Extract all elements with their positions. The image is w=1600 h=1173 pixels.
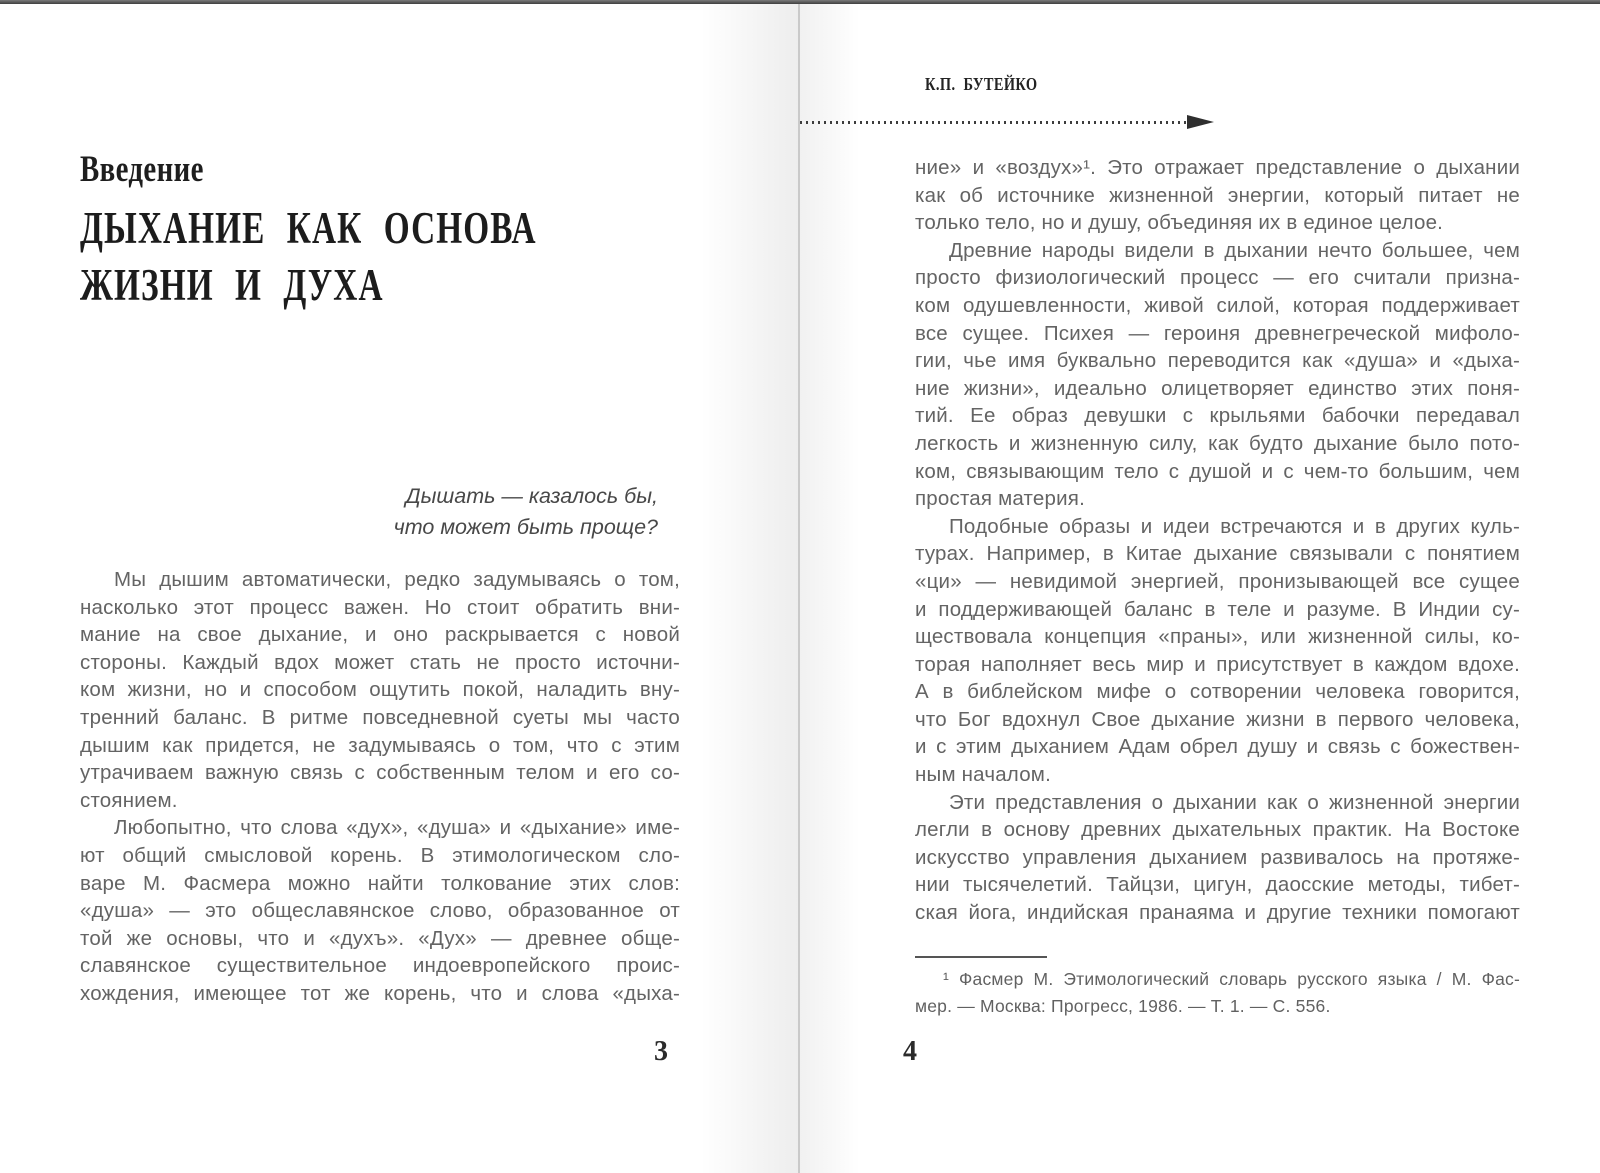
body-line: нии тысячелетий. Тайцзи, цигун, даосские методы, тибет-	[915, 873, 1520, 897]
body-line: турах. Например, в Китае дыхание связывали с понятием	[915, 542, 1520, 566]
body-line: только тело, но и душу, объединяя их в единое целое.	[915, 211, 1444, 235]
text-line: что может быть проще?	[393, 515, 658, 539]
body-line: ком одушевленности, живой силой, которая поддерживает	[915, 293, 1520, 317]
body-line: дышим как придется, не задумываясь о том, что с этим	[80, 733, 680, 757]
body-line: легли в основу древних дыхательных практик. На Востоке	[915, 818, 1520, 842]
body-line: стоянием.	[80, 788, 178, 812]
book-spine	[798, 4, 800, 1173]
body-line: Древние народы видели в дыхании нечто большее, чем	[949, 238, 1520, 262]
body-line: ние жизни», идеально олицетворяет единство этих поня-	[915, 376, 1520, 400]
body-line: и поддерживающей баланс в теле и разуме. В Индии су-	[915, 597, 1520, 621]
gutter-shadow-right	[800, 4, 860, 1173]
body-line: Эти представления о дыхании как о жизненной энергии	[949, 790, 1520, 814]
footnote-text	[915, 966, 1520, 1020]
body-line: Мы дышим автоматически, редко задумываясь о том,	[114, 568, 680, 591]
body-line: мание на свое дыхание, и оно раскрывается с новой	[80, 623, 680, 647]
body-line: ком, связывающим тело с душой и с чем-то большим, чем	[915, 459, 1520, 483]
body-line: тренний баланс. В ритме повседневной суеты мы часто	[80, 705, 680, 729]
body-line: простая материя.	[915, 487, 1085, 511]
body-line: хождения, имеющее тот же корень, что и слова «дыха-	[80, 981, 680, 1005]
epigraph	[80, 481, 658, 543]
body-line: славянское существительное индоевропейского проис-	[80, 954, 680, 978]
body-line: гии, чье имя буквально переводится как «душа» и «дыха-	[915, 349, 1520, 373]
body-line: мер. — Москва: Прогресс, 1986. — Т. 1. — С. 556.	[915, 996, 1331, 1016]
body-line: ние» и «воздух»¹. Это отражает представление о дыхании	[915, 156, 1520, 179]
body-line: «душа» — это общеславянское слово, образованное от	[80, 899, 680, 923]
body-line: утрачиваем важную связь с собственным телом и его со-	[80, 761, 680, 785]
body-line: все сущее. Психея — героиня древнегреческой мифоло-	[915, 321, 1520, 345]
page-number-left: 3	[654, 1036, 668, 1067]
body-line: Любопытно, что слова «дух», «душа» и «дыхание» име-	[114, 816, 680, 840]
footnote-rule	[915, 956, 1047, 958]
body-line: ют общий смысловой корень. В этимологическом сло-	[80, 843, 680, 867]
dotted-line	[800, 121, 1188, 124]
body-line: варе М. Фасмера можно найти толкование этих слов:	[80, 871, 680, 895]
body-line: торая наполняет весь мир и присутствует в каждом вдохе.	[915, 652, 1520, 676]
chapter-title	[80, 200, 697, 314]
body-line: как об источнике жизненной энергии, который питает не	[915, 183, 1520, 207]
body-line: той же основы, что и «духъ». «Дух» — древнее обще-	[80, 926, 680, 950]
body-line: что Бог вдохнул Свое дыхание жизни в первого человека,	[915, 707, 1520, 731]
chapter-label: Введение	[80, 149, 204, 190]
body-line: ным началом.	[915, 763, 1051, 787]
text-line: ДЫХАНИЕ КАК ОСНОВА	[80, 203, 537, 253]
arrow-right-icon	[1187, 115, 1214, 129]
body-line: искусство управления дыханием развивалось на протяже-	[915, 845, 1520, 869]
body-line: ская йога, индийская пранаяма и другие техники помогают	[915, 901, 1520, 925]
body-line: и с этим дыханием Адам обрел душу и связь с божествен-	[915, 735, 1520, 759]
left-body-text	[80, 566, 680, 1008]
gutter-shadow-left	[700, 4, 798, 1173]
dotted-arrow-rule	[800, 114, 1220, 130]
body-line: ществовала концепция «праны», или жизненной силы, ко-	[915, 625, 1520, 649]
body-line: насколько этот процесс важен. Но стоит обратить вни-	[80, 595, 680, 619]
body-line: просто физиологический процесс — его считали призна-	[915, 266, 1520, 290]
body-line: ¹ Фасмер М. Этимологический словарь русского языка / М. Фас-	[943, 969, 1520, 989]
body-line: легкость и жизненную силу, как будто дыхание было пото-	[915, 431, 1520, 455]
body-line: А в библейском мифе о сотворении человека говорится,	[915, 680, 1520, 704]
body-line: стороны. Каждый вдох может стать не просто источни-	[80, 650, 680, 674]
body-line: Подобные образы и идеи встречаются и в других куль-	[949, 514, 1520, 538]
running-header: К.П. БУТЕЙКО	[925, 74, 1038, 94]
page-number-right: 4	[903, 1036, 917, 1067]
text-line: Дышать — казалось бы,	[405, 484, 658, 508]
body-line: «ци» — невидимой энергией, пронизывающей все сущее	[915, 569, 1520, 593]
text-line: ЖИЗНИ И ДУХА	[80, 260, 384, 310]
right-body-text	[915, 154, 1520, 927]
body-line: тий. Ее образ девушки с крыльями бабочки передавал	[915, 404, 1520, 428]
body-line: ком жизни, но и способом ощутить покой, наладить вну-	[80, 678, 680, 702]
